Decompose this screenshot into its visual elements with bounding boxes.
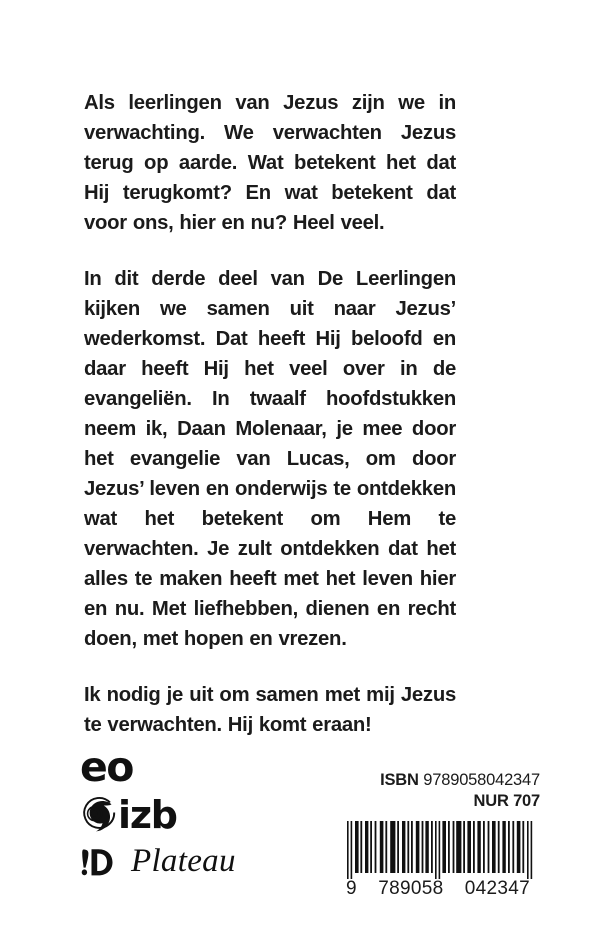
blurb-paragraph-1: Als leerlingen van Jezus zijn we in verwachting. We verwachten Jezus terug op aarde. Wat betekent het dat Hij terugkomt? En wat betekent dat voor ons, hier en nu? Heel veel. [84, 92, 456, 234]
plateau-logo [80, 838, 280, 885]
barcode-digit-group-2: 789058 [378, 878, 444, 899]
plateau-logo-text: Plateau [131, 843, 236, 879]
blurb-paragraph-3: Ik nodig je uit om samen met mij Jezus te verwachten. Hij komt eraan! [84, 684, 456, 736]
spiral-circle-icon [80, 795, 120, 835]
izb-logo [80, 791, 280, 838]
isbn-barcode-block [345, 770, 540, 899]
plateau-d-icon [80, 843, 118, 881]
izb-logo-text: izb [118, 792, 177, 837]
publisher-logos [80, 744, 280, 885]
nur-code: NUR 707 [473, 792, 540, 810]
eo-logo [80, 744, 280, 791]
isbn-line [345, 770, 540, 791]
barcode-digit-group-1: 9 [346, 878, 357, 899]
barcode-bars [345, 821, 535, 879]
eo-logo-text: eo [80, 743, 133, 791]
ean13-barcode [345, 821, 535, 899]
barcode-digit-group-3: 042347 [464, 878, 530, 899]
isbn-label: ISBN [380, 771, 419, 789]
isbn-number: 9789058042347 [423, 771, 540, 789]
blurb-paragraph-2: In dit derde deel van De Leerlingen kijken we samen uit naar Jezus’ wederkomst. Dat heeft Hij beloofd en daar heeft Hij het veel over in de evangeliën. In twaalf hoofdstukken neem ik, Daan Molenaar, je mee door het evangelie van Lucas, om door Jezus’ leven en onderwijs te ontdekken wat het betekent om Hem te verwachten. Je zult ontdekken dat het alles te maken heeft met het leven hier en nu. Met liefhebben, dienen en recht doen, met hopen en vrezen. [84, 268, 456, 650]
barcode-digits [345, 878, 535, 899]
blurb-text-block [84, 88, 456, 740]
